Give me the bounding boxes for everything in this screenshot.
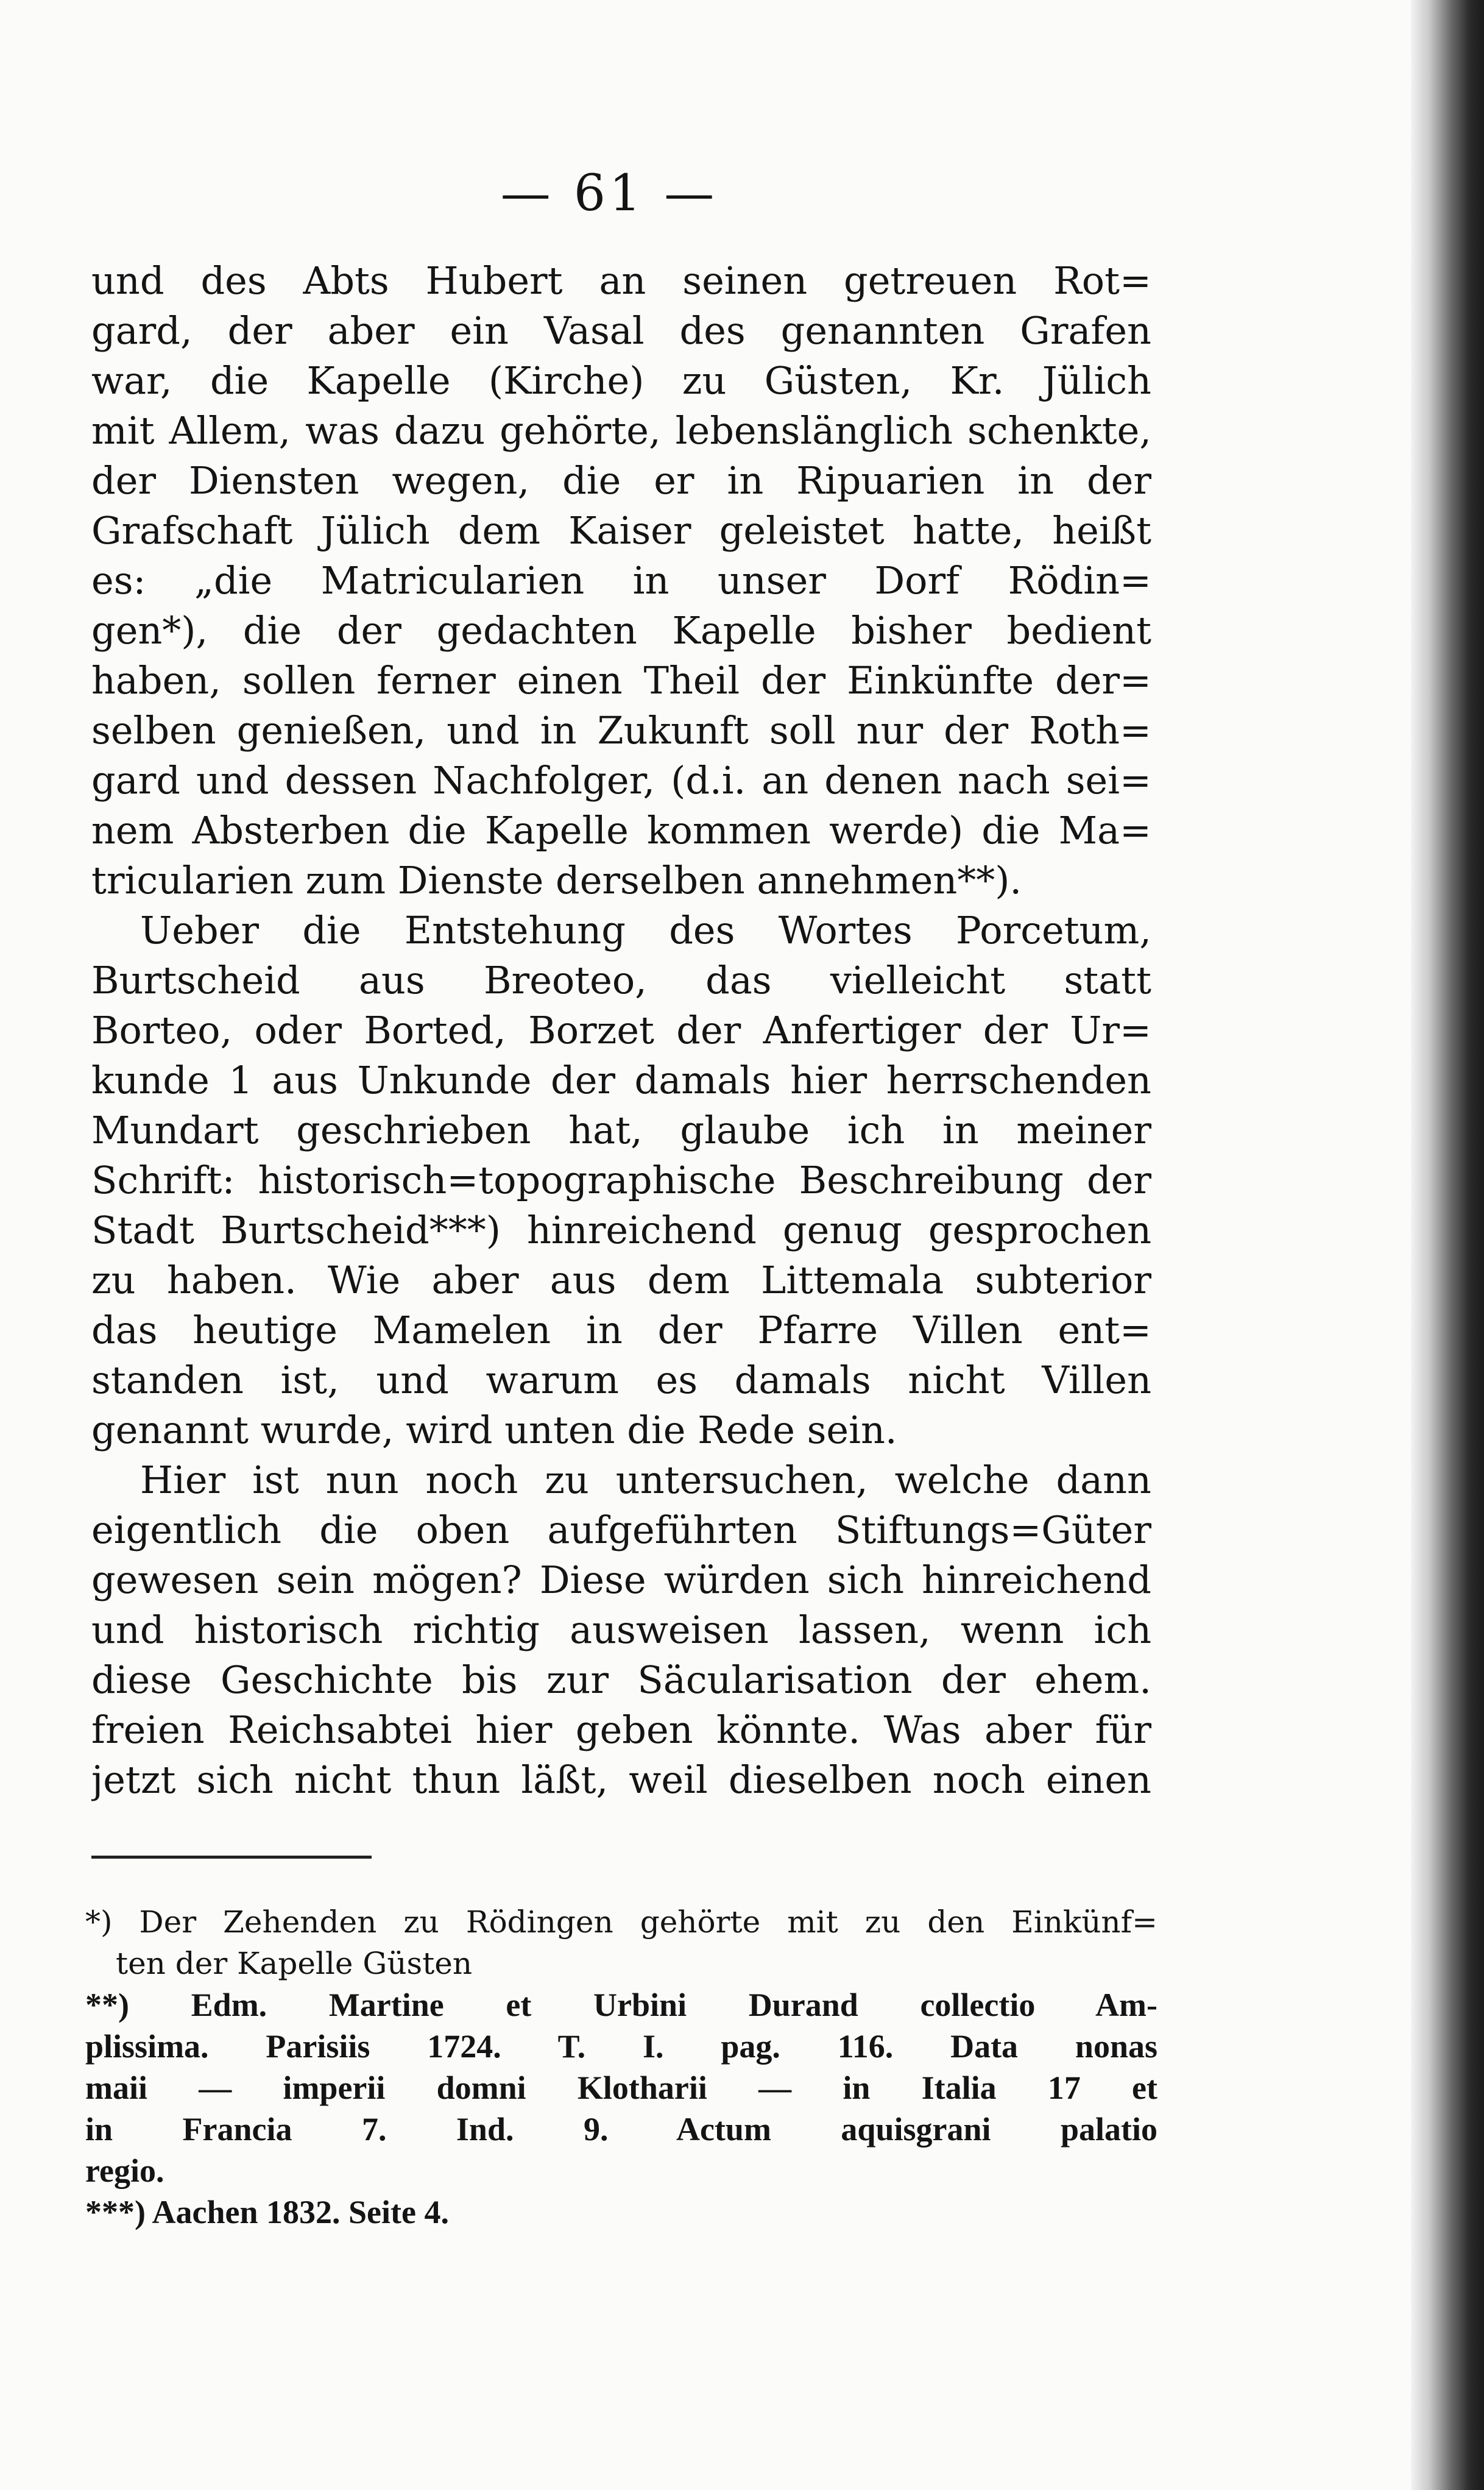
text-line: gard und dessen Nachfolger, (d.i. an denen nach sei= — [91, 758, 1151, 803]
text-line: genannt wurde, wird unten die Rede sein. — [91, 1408, 897, 1452]
text-line: nem Absterben die Kapelle kommen werde) die Ma= — [91, 808, 1151, 853]
body-text — [91, 256, 1151, 1805]
footnote-line: ten der Kapelle Güsten — [116, 1946, 473, 1981]
footnote-line: maii — imperii domni Klotharii — in Italia 17 et — [85, 2070, 1157, 2106]
footnote-line: plissima. Parisiis 1724. T. I. pag. 116. Data nonas — [85, 2028, 1157, 2065]
book-binding-edge — [1411, 0, 1484, 2490]
text-line: Stadt Burtscheid***) hinreichend genug gesprochen — [91, 1208, 1151, 1252]
footnotes — [85, 1901, 1157, 2233]
text-line: Burtscheid aus Breoteo, das vielleicht statt — [91, 958, 1151, 1002]
text-line: Ueber die Entstehung des Wortes Porcetum, — [140, 908, 1151, 952]
footnote-line: regio. — [85, 2152, 164, 2189]
text-line: und historisch richtig ausweisen lassen, wenn ich — [91, 1608, 1151, 1652]
text-line: jetzt sich nicht thun läßt, weil dieselben noch einen — [91, 1758, 1151, 1802]
footnote-line: **) Edm. Martine et Urbini Durand collectio Am- — [85, 1987, 1157, 2023]
text-line: eigentlich die oben aufgeführten Stiftungs=Güter — [91, 1508, 1151, 1552]
text-line: zu haben. Wie aber aus dem Littemala subterior — [91, 1258, 1151, 1302]
text-line: und des Abts Hubert an seinen getreuen Rot= — [91, 258, 1151, 303]
text-line: mit Allem, was dazu gehörte, lebenslänglich schenkte, — [91, 408, 1151, 453]
text-line: haben, sollen ferner einen Theil der Einkünfte der= — [91, 658, 1151, 703]
text-line: standen ist, und warum es damals nicht Villen — [91, 1358, 1151, 1402]
footnote-divider — [91, 1856, 372, 1859]
text-line: gen*), die der gedachten Kapelle bisher bedient — [91, 608, 1151, 653]
text-line: selben genießen, und in Zukunft soll nur der Roth= — [91, 708, 1151, 753]
text-line: war, die Kapelle (Kirche) zu Güsten, Kr. Jülich — [91, 358, 1151, 403]
text-line: diese Geschichte bis zur Säcularisation der ehem. — [91, 1658, 1151, 1702]
text-line: Borteo, oder Borted, Borzet der Anfertiger der Ur= — [91, 1008, 1151, 1052]
text-line: es: „die Matricularien in unser Dorf Rödin= — [91, 558, 1151, 603]
text-line: tricularien zum Dienste derselben annehmen**). — [91, 858, 1022, 903]
footnote-line: ***) Aachen 1832. Seite 4. — [85, 2194, 449, 2230]
text-line: gard, der aber ein Vasal des genannten Grafen — [91, 308, 1151, 353]
text-line: der Diensten wegen, die er in Ripuarien in der — [91, 458, 1151, 503]
text-line: gewesen sein mögen? Diese würden sich hinreichend — [91, 1558, 1151, 1602]
text-line: das heutige Mamelen in der Pfarre Villen ent= — [91, 1308, 1151, 1352]
text-line: Schrift: historisch=topographische Beschreibung der — [91, 1158, 1151, 1202]
page-number: — 61 — — [500, 165, 718, 222]
text-line: Hier ist nun noch zu untersuchen, welche dann — [140, 1458, 1151, 1502]
text-line: Grafschaft Jülich dem Kaiser geleistet hatte, heißt — [91, 508, 1151, 553]
text-line: Mundart geschrieben hat, glaube ich in meiner — [91, 1108, 1151, 1152]
footnote-line: in Francia 7. Ind. 9. Actum aquisgrani palatio — [85, 2111, 1157, 2148]
text-line: freien Reichsabtei hier geben könnte. Was aber für — [91, 1708, 1151, 1752]
text-line: kunde 1 aus Unkunde der damals hier herrschenden — [91, 1058, 1151, 1102]
footnote-line: *) Der Zehenden zu Rödingen gehörte mit zu den Einkünf= — [85, 1904, 1157, 1940]
